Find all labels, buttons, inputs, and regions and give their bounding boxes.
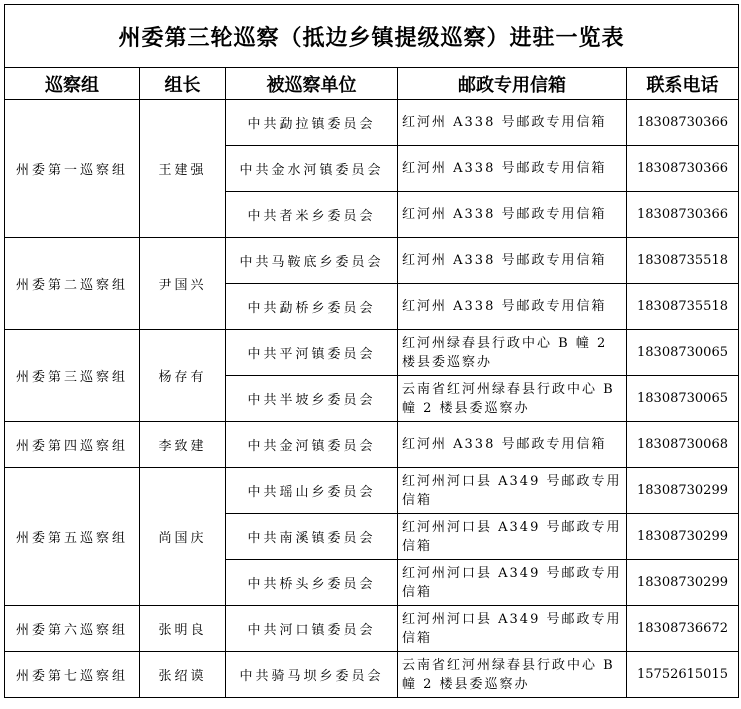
mailbox-cell: 红河州绿春县行政中心 B 幢 2 楼县委巡察办 — [398, 330, 627, 376]
phone-cell: 18308730065 — [627, 376, 739, 422]
mailbox-cell: 红河州 A338 号邮政专用信箱 — [398, 192, 627, 238]
header-phone: 联系电话 — [627, 68, 739, 100]
group-name-cell: 州委第四巡察组 — [5, 422, 140, 468]
mailbox-cell: 红河州 A338 号邮政专用信箱 — [398, 238, 627, 284]
inspected-unit-cell: 中共南溪镇委员会 — [226, 514, 398, 560]
mailbox-cell: 红河州 A338 号邮政专用信箱 — [398, 284, 627, 330]
phone-cell: 18308730299 — [627, 468, 739, 514]
inspected-unit-cell: 中共马鞍底乡委员会 — [226, 238, 398, 284]
header-unit: 被巡察单位 — [226, 68, 398, 100]
inspected-unit-cell: 中共金河镇委员会 — [226, 422, 398, 468]
mailbox-cell: 云南省红河州绿春县行政中心 B 幢 2 楼县委巡察办 — [398, 376, 627, 422]
inspected-unit-cell: 中共瑶山乡委员会 — [226, 468, 398, 514]
phone-cell: 18308735518 — [627, 238, 739, 284]
inspected-unit-cell: 中共骑马坝乡委员会 — [226, 652, 398, 698]
table-row — [5, 606, 739, 652]
inspected-unit-cell: 中共者米乡委员会 — [226, 192, 398, 238]
group-leader-cell: 李致建 — [140, 422, 226, 468]
header-group: 巡察组 — [5, 68, 140, 100]
phone-cell: 18308730299 — [627, 560, 739, 606]
inspected-unit-cell: 中共勐拉镇委员会 — [226, 100, 398, 146]
mailbox-cell: 红河州河口县 A349 号邮政专用信箱 — [398, 468, 627, 514]
group-name-cell: 州委第六巡察组 — [5, 606, 140, 652]
title-row — [5, 5, 739, 68]
inspected-unit-cell: 中共河口镇委员会 — [226, 606, 398, 652]
group-name-cell: 州委第二巡察组 — [5, 238, 140, 330]
inspected-unit-cell: 中共半坡乡委员会 — [226, 376, 398, 422]
table-title: 州委第三轮巡察（抵边乡镇提级巡察）进驻一览表 — [5, 5, 739, 68]
phone-cell: 18308730366 — [627, 100, 739, 146]
group-name-cell: 州委第七巡察组 — [5, 652, 140, 698]
mailbox-cell: 红河州河口县 A349 号邮政专用信箱 — [398, 560, 627, 606]
mailbox-cell: 红河州 A338 号邮政专用信箱 — [398, 146, 627, 192]
table-row — [5, 468, 739, 514]
table-row — [5, 652, 739, 698]
mailbox-cell: 云南省红河州绿春县行政中心 B 幢 2 楼县委巡察办 — [398, 652, 627, 698]
table-row — [5, 238, 739, 284]
group-name-cell: 州委第一巡察组 — [5, 100, 140, 238]
mailbox-cell: 红河州 A338 号邮政专用信箱 — [398, 422, 627, 468]
inspected-unit-cell: 中共勐桥乡委员会 — [226, 284, 398, 330]
table-row — [5, 330, 739, 376]
mailbox-cell: 红河州 A338 号邮政专用信箱 — [398, 100, 627, 146]
header-row — [5, 68, 739, 100]
table-row — [5, 100, 739, 146]
mailbox-cell: 红河州河口县 A349 号邮政专用信箱 — [398, 514, 627, 560]
phone-cell: 18308736672 — [627, 606, 739, 652]
phone-cell: 18308730068 — [627, 422, 739, 468]
inspection-roster-table — [4, 4, 739, 698]
inspected-unit-cell: 中共金水河镇委员会 — [226, 146, 398, 192]
phone-cell: 18308730366 — [627, 192, 739, 238]
phone-cell: 18308730366 — [627, 146, 739, 192]
phone-cell: 15752615015 — [627, 652, 739, 698]
inspected-unit-cell: 中共桥头乡委员会 — [226, 560, 398, 606]
phone-cell: 18308730065 — [627, 330, 739, 376]
group-leader-cell: 张绍谟 — [140, 652, 226, 698]
phone-cell: 18308735518 — [627, 284, 739, 330]
group-leader-cell: 尹国兴 — [140, 238, 226, 330]
group-name-cell: 州委第五巡察组 — [5, 468, 140, 606]
header-leader: 组长 — [140, 68, 226, 100]
group-name-cell: 州委第三巡察组 — [5, 330, 140, 422]
mailbox-cell: 红河州河口县 A349 号邮政专用信箱 — [398, 606, 627, 652]
group-leader-cell: 王建强 — [140, 100, 226, 238]
header-mailbox: 邮政专用信箱 — [398, 68, 627, 100]
phone-cell: 18308730299 — [627, 514, 739, 560]
group-leader-cell: 杨存有 — [140, 330, 226, 422]
group-leader-cell: 尚国庆 — [140, 468, 226, 606]
group-leader-cell: 张明良 — [140, 606, 226, 652]
inspected-unit-cell: 中共平河镇委员会 — [226, 330, 398, 376]
table-row — [5, 422, 739, 468]
